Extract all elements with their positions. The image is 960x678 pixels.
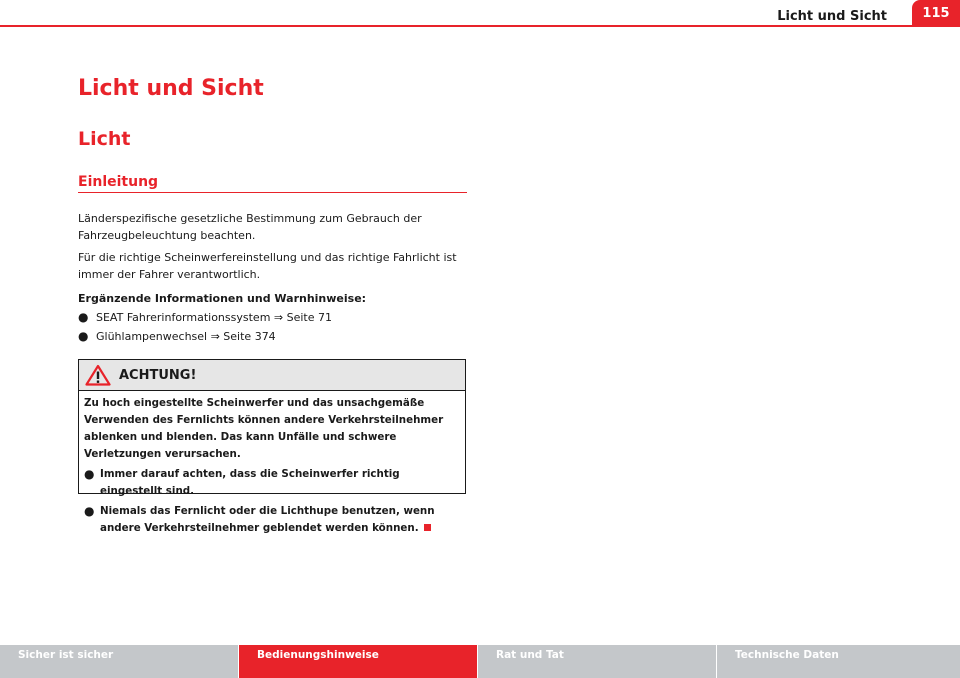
warning-bullet-text-wrap	[100, 503, 460, 537]
bullet-icon: ●	[78, 310, 89, 324]
bullet-icon: ●	[78, 329, 89, 343]
footer-nav	[0, 645, 960, 678]
subsection-rule	[78, 192, 467, 193]
footer-tab-rat-und-tat[interactable]: Rat und Tat	[478, 645, 717, 678]
bullet-icon: ●	[84, 467, 95, 481]
warning-triangle-icon	[85, 364, 111, 386]
chapter-title: Licht und Sicht	[78, 76, 264, 101]
list-item	[78, 328, 468, 345]
intro-paragraph: Länderspezifische gesetzliche Bestimmung zum Gebrauch der Fahrzeugbeleuchtung beachten.	[78, 212, 422, 242]
page-number-badge: 115	[912, 0, 960, 26]
list-item	[78, 309, 468, 326]
warning-intro: Zu hoch eingestellte Scheinwerfer und das unsachgemäße Verwenden des Fernlichts können andere Verkehrsteilnehmer ablenken und blenden. Das kann Unfälle und schwere Verletzungen verursachen.	[84, 397, 444, 460]
end-of-section-mark	[424, 524, 431, 531]
warning-header	[79, 360, 465, 391]
warning-title: ACHTUNG!	[119, 367, 197, 383]
info-heading: Ergänzende Informationen und Warnhinweise:	[78, 292, 367, 305]
section-title: Licht	[78, 128, 131, 150]
responsibility-paragraph: Für die richtige Scheinwerfereinstellung und das richtige Fahrlicht ist immer der Fahrer verantwortlich.	[78, 251, 457, 281]
footer-tab-bedienungshinweise[interactable]: Bedienungshinweise	[239, 645, 478, 678]
warning-bullet-text: Immer darauf achten, dass die Scheinwerfer richtig eingestellt sind.	[100, 468, 400, 497]
subsection-title: Einleitung	[78, 174, 159, 190]
cross-reference-link[interactable]: SEAT Fahrerinformationssystem ⇒ Seite 71	[96, 311, 332, 324]
cross-reference-link[interactable]: Glühlampenwechsel ⇒ Seite 374	[96, 330, 276, 343]
header-rule	[0, 25, 960, 27]
warning-list-item	[84, 503, 460, 537]
running-header-title: Licht und Sicht	[777, 9, 887, 24]
warning-box	[78, 359, 466, 534]
warning-bullet-text: Niemals das Fernlicht oder die Lichthupe benutzen, wenn andere Verkehrsteilnehmer geblendet werden können.	[100, 505, 435, 534]
bullet-icon: ●	[84, 504, 95, 518]
warning-body	[79, 391, 465, 537]
warning-list-item	[84, 466, 460, 500]
footer-tab-technische-daten[interactable]: Technische Daten	[717, 645, 960, 678]
footer-tab-sicher-ist-sicher[interactable]: Sicher ist sicher	[0, 645, 239, 678]
